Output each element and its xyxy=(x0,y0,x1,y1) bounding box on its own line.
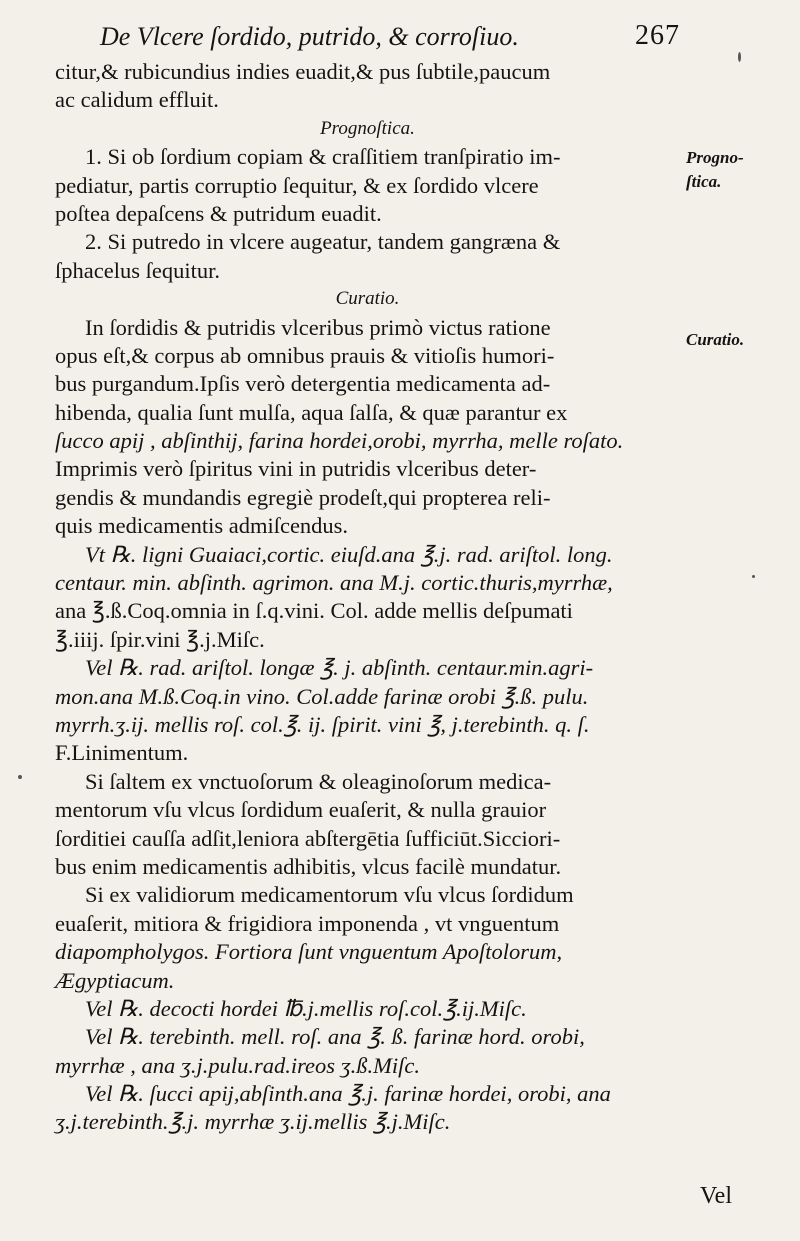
text-line: ʒ.j.terebinth.℥.j. myrrhæ ʒ.ij.mellis ℥.j.Miſc. xyxy=(55,1109,451,1135)
text-line: gendis & mundandis egregiè prodeſt,qui propterea reli- xyxy=(55,484,551,510)
text-line: Vel ℞. rad. ariſtol. longæ ℥. j. abſinth. centaur.min.agri- xyxy=(85,655,594,681)
text-line: Vel ℞. ſucci apij,abſinth.ana ℥.j. farinæ hordei, orobi, ana xyxy=(85,1081,611,1107)
text-line: mentorum vſu vlcus ſordidum euaſerit, & nulla grauior xyxy=(55,797,547,823)
text-line: myrrhæ , ana ʒ.j.pulu.rad.ireos ʒ.ß.Miſc. xyxy=(55,1052,420,1078)
text-line: Imprimis verò ſpiritus vini in putridis vlceribus deter- xyxy=(55,456,537,482)
catchword: Vel xyxy=(700,1183,732,1209)
text-line: citur,& rubicundius indies euadit,& pus ſubtile,paucum xyxy=(55,59,551,84)
margin-note-curatio xyxy=(686,328,796,352)
text-line: Curatio. xyxy=(335,288,400,310)
margin-note-prognostica xyxy=(686,146,796,194)
text-line: In ſordidis & putridis vlceribus primò victus ratione xyxy=(85,314,551,340)
margin-note-text: Curatio. xyxy=(686,330,745,349)
text-line: Ægyptiacum. xyxy=(55,967,175,993)
text-line: Vel ℞. decocti hordei ℔.j.mellis roſ.col.℥.ij.Miſc. xyxy=(85,995,527,1021)
text-line: ana ℥.ß.Coq.omnia in ſ.q.vini. Col. adde mellis deſpumati xyxy=(55,598,573,624)
running-header xyxy=(100,18,680,58)
ink-speck xyxy=(18,775,22,779)
text-line: bus purgandum.Ipſis verò detergentia medicamenta ad- xyxy=(55,371,551,397)
ink-speck xyxy=(752,575,755,578)
text-line: ſphacelus ſequitur. xyxy=(55,257,220,283)
text-line: Vt ℞. ligni Guaiaci,cortic. eiuſd.ana ℥.j. rad. ariſtol. long. xyxy=(85,541,613,567)
text-line: pediatur, partis corruptio ſequitur, & ex ſordido vlcere xyxy=(55,172,539,198)
text-line: ſucco apij , abſinthij, farina hordei,orobi, myrrha, melle roſato. xyxy=(55,428,624,454)
text-line: 1. Si ob ſordium copiam & craſſitiem tranſpiratio im- xyxy=(85,144,561,170)
text-line: centaur. min. abſinth. agrimon. ana M.j. cortic.thuris,myrrhæ, xyxy=(55,570,613,596)
text-line: Si ex validiorum medicamentorum vſu vlcus ſordidum xyxy=(85,882,574,908)
text-body xyxy=(55,58,680,1137)
text-line: ſorditiei cauſſa adſit,leniora abſtergētia ſufficiūt.Sicciori- xyxy=(55,825,561,851)
text-line: ac calidum effluit. xyxy=(55,87,219,113)
text-line: ℥.iiij. ſpir.vini ℥.j.Miſc. xyxy=(55,626,265,652)
text-line: quis medicamentis admiſcendus. xyxy=(55,513,349,539)
text-line: hibenda, qualia ſunt mulſa, aqua ſalſa, & quæ parantur ex xyxy=(55,399,568,425)
text-line: myrrh.ʒ.ij. mellis roſ. col.℥. ij. ſpirit. vini ℥, j.terebinth. q. ſ. xyxy=(55,711,590,737)
text-line: bus enim medicamentis adhibitis, vlcus facilè mundatur. xyxy=(55,853,562,879)
margin-note-text: Progno- ſtica. xyxy=(686,148,744,191)
text-line: euaſerit, mitiora & frigidiora imponenda , vt vnguentum xyxy=(55,910,560,936)
text-line: Vel ℞. terebinth. mell. roſ. ana ℥. ß. farinæ hord. orobi, xyxy=(85,1024,585,1050)
text-line: mon.ana M.ß.Coq.in vino. Col.adde farinæ orobi ℥.ß. pulu. xyxy=(55,683,589,709)
text-line: poſtea depaſcens & putridum euadit. xyxy=(55,200,382,226)
text-line: Si ſaltem ex vnctuoſorum & oleaginoſorum medica- xyxy=(85,768,552,794)
text-line: F.Linimentum. xyxy=(55,740,189,766)
ink-speck xyxy=(738,52,741,62)
page-number: 267 xyxy=(635,20,680,51)
header-title: De Vlcere ſordido, putrido, & corroſiuo. xyxy=(100,22,519,51)
text-line: opus eſt,& corpus ab omnibus prauis & vitioſis humori- xyxy=(55,342,555,368)
text-line: 2. Si putredo in vlcere augeatur, tandem gangræna & xyxy=(85,229,561,255)
text-line: diapompholygos. Fortiora ſunt vnguentum Apoſtolorum, xyxy=(55,939,563,965)
text-line: Prognoſtica. xyxy=(320,117,415,139)
